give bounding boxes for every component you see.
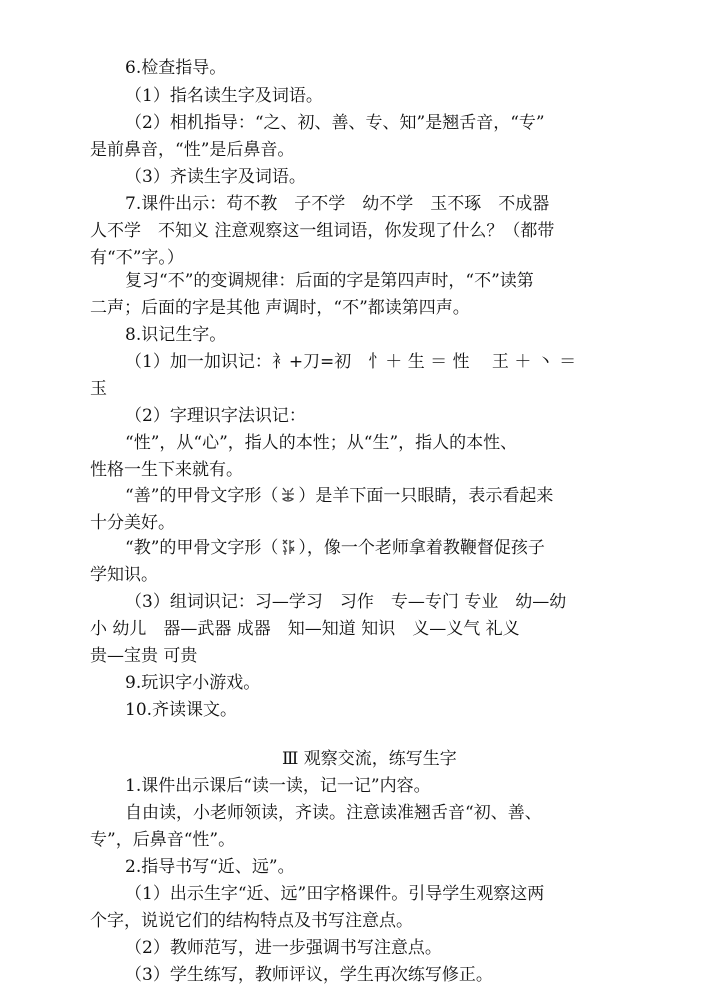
- step-8-item-1-cont: 玉: [90, 379, 107, 399]
- reading-paragraph: 自由读，小老师领读，齐读。注意读准翘舌音“初、善、: [125, 803, 542, 823]
- step-6-item-2: （2）相机指导：“之、初、善、专、知”是翘舌音，“专”: [125, 113, 545, 133]
- section-iii-step-2-item-1-cont: 个字，说说它们的结构特点及书写注意点。: [90, 911, 413, 931]
- tone-rule-paragraph: 复习“不”的变调规律：后面的字是第四声时，“不”读第: [125, 271, 534, 291]
- shan-text-after: ）是羊下面一只眼睛，表示看起来: [298, 486, 554, 506]
- step-6-item-3: （3）齐读生字及词语。: [125, 167, 306, 187]
- step-8-item-3-cont-2: 贵—宝贵 可贵: [90, 646, 198, 666]
- step-10-heading: 10.齐读课文。: [125, 700, 238, 720]
- step-8-item-1: （1）加一加识记：衤+刀=初 忄＋ 生 ＝ 性 王 ＋ 丶 ＝: [125, 352, 577, 372]
- section-iii-step-1: 1.课件出示课后“读一读，记一记”内容。: [125, 776, 431, 796]
- step-8-item-3: （3）组词识记：习—学习 习作 专—专门 专业 幼—幼: [125, 592, 567, 612]
- jiao-text-before: “教”的甲骨文字形（: [125, 538, 279, 558]
- reading-paragraph-cont: 专”，后鼻音“性”。: [90, 830, 236, 850]
- section-iii-step-2-item-3: （3）学生练写，教师评议，学生再次练写修正。: [125, 965, 493, 985]
- section-iii-step-2-item-1: （1）出示生字“近、远”田字格课件。引导学生观察这两: [125, 884, 545, 904]
- shan-explanation: [125, 485, 553, 507]
- step-8-item-2: （2）字理识字法识记：: [125, 406, 306, 426]
- jiao-text-after: ），像一个老师拿着教鞭督促孩子: [298, 538, 545, 558]
- jiao-explanation: [125, 537, 545, 559]
- jiao-explanation-cont: 学知识。: [90, 565, 158, 585]
- step-8-heading: 8.识记生字。: [125, 325, 227, 345]
- step-6-heading: 6.检查指导。: [125, 58, 227, 78]
- step-7-cont-1: 人不学 不知义 注意观察这一组词语，你发现了什么？（都带: [90, 221, 555, 241]
- xing-explanation-cont: 性格一生下来就有。: [90, 460, 243, 480]
- xing-explanation: “性”，从“心”，指人的本性；从“生”，指人的本性、: [125, 433, 518, 453]
- section-iii-step-2: 2.指导书写“近、远”。: [125, 857, 295, 877]
- tone-rule-cont: 二声；后面的字是其他 声调时，“不”都读第四声。: [90, 298, 470, 318]
- step-6-item-2-cont: 是前鼻音，“性”是后鼻音。: [90, 140, 295, 160]
- step-6-item-1: （1）指名读生字及词语。: [125, 86, 323, 106]
- shan-oracle-bone-glyph-icon: [280, 485, 296, 505]
- step-7-heading: 7.课件出示：苟不教 子不学 幼不学 玉不琢 不成器: [125, 194, 550, 214]
- section-iii-title: Ⅲ 观察交流，练写生字: [282, 749, 457, 769]
- shan-explanation-cont: 十分美好。: [90, 513, 175, 533]
- step-7-cont-2: 有“不”字。）: [90, 248, 184, 268]
- step-9-heading: 9.玩识字小游戏。: [125, 673, 261, 693]
- jiao-oracle-bone-glyph-icon: [280, 537, 296, 557]
- section-iii-step-2-item-2: （2）教师范写，进一步强调书写注意点。: [125, 938, 442, 958]
- shan-text-before: “善”的甲骨文字形（: [125, 486, 279, 506]
- step-8-item-3-cont-1: 小 幼儿 器—武器 成器 知—知道 知识 义—义气 礼义: [90, 619, 520, 639]
